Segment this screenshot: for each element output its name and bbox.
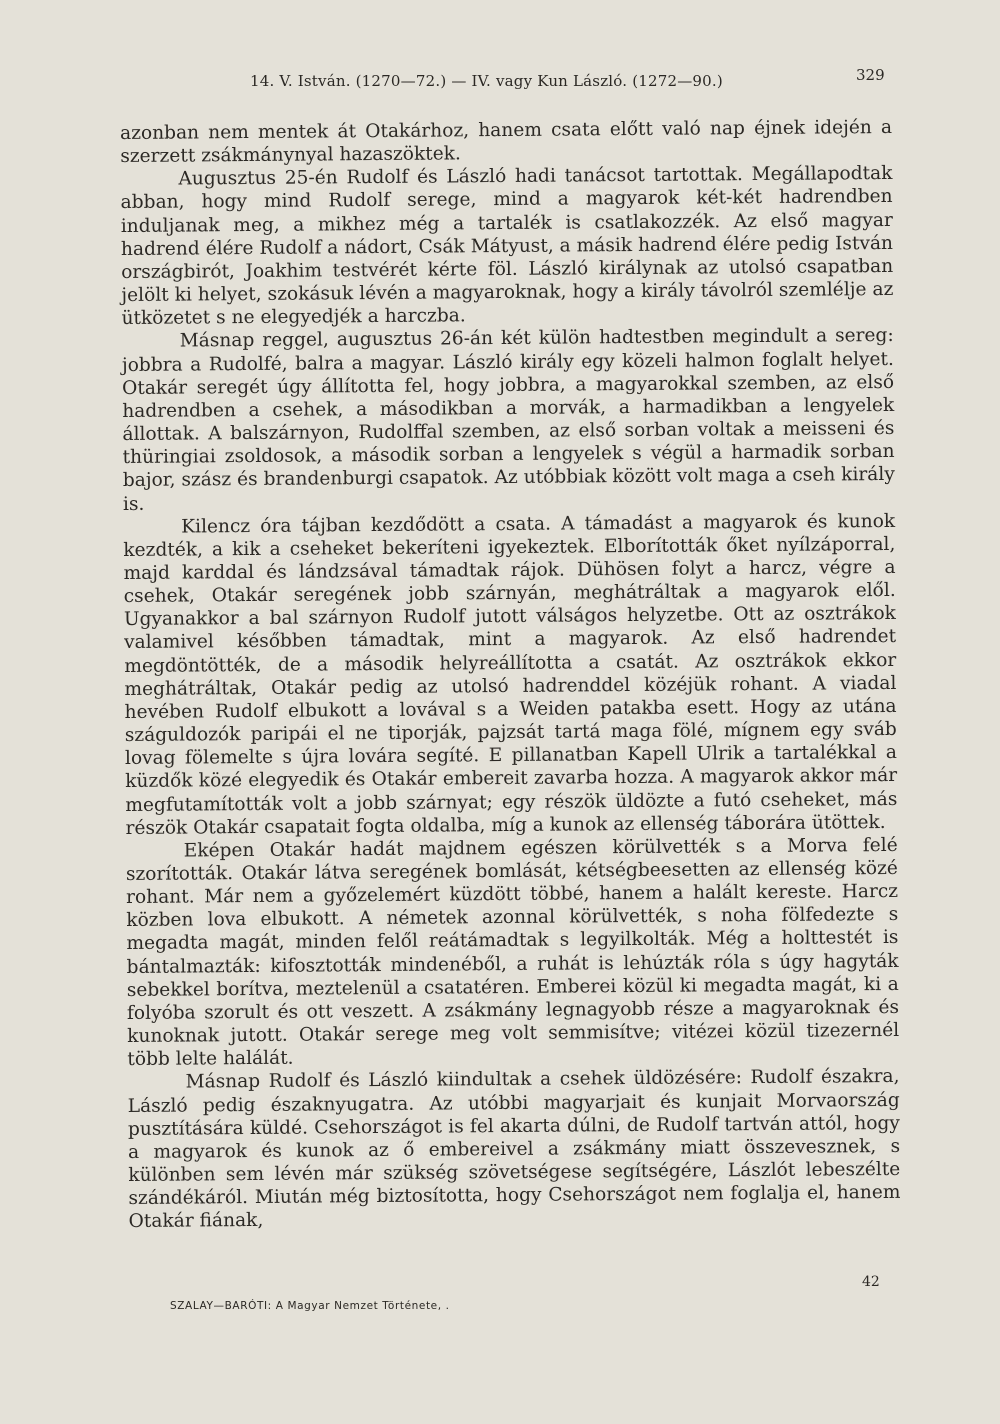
paragraph-war-council: Augusztus 25-én Rudolf és László hadi tanácsot tartottak. Megállapodtak abban, hogy mind Rudolf serege, mind a magyarok két-két hadrendben induljanak meg, a mikhez még a tartalék is csatlakozzék. Az első magyar hadrend élére Rudolf a nádort, Csák Mátyust, a másik hadrend élére pedig István országbirót, Joakhim testvérét kérte föl. László királynak az utolsó csapatban jelölt ki helyet, szokásuk lévén a magyaroknak, hogy a király távolról szemlélje az ütközetet s ne elegyedjék a harczba.: [120, 163, 894, 330]
paragraph-battle: Kilencz óra tájban kezdődött a csata. A támadást a magyarok és kunok kezdték, a kik a cseheket bekeríteni igyekeztek. Elborították őket nyílzáporral, majd karddal és lándzsával támadtak rájok. Dühösen folyt a harcz, végre a csehek, Otakár seregének jobb szárnyán, meghátráltak a magyarok elől. Ugyanakkor a bal szárnyon Rudolf jutott válságos helyzetbe. Ott az osztrákok valamivel későbben támadtak, mint a magyarok. Az első hadrendet megdöntötték, de a második helyreállította a csatát. Az osztrákok ekkor meghátráltak, Otakár pedig az utolsó hadrenddel közéjük rohant. A viadal hevében Rudolf elbukott a lovával s a Weiden patakba esett. Hogy az utána száguldozók paripái el ne tiporják, pajzsát tartá maga fölé, mígnem egy sváb lovag fölemelte s újra lovára segíté. E pillanatban Kapell Ulrik a tartalékkal a küzdők közé elegyedik és Otakár embereit zavarba hozza. A magyarok akkor már megfutamították volt a jobb szárnyat; egy részök üldözte a futó cseheket, más részök Otakár csapatait fogta oldalba, míg a kunok az ellenség táborára ütöttek.: [123, 510, 898, 839]
page-number: 329: [856, 66, 885, 84]
paragraph-battle-order: Másnap reggel, augusztus 26-án két külön hadtestben megindult a sereg: jobbra a Rudolfé, balra a magyar. László király egy közeli halmon foglalt helyet. Otakár seregét úgy állította fel, hogy jobbra, a magyarokkal szemben, az első hadrendben a csehek, a másodikban a morvák, a harmadikban a lengyelek állottak. A balszárnyon, Rudolffal szemben, az első sorban voltak a meisseni és thüringiai zsoldosok, a második sorban a lengyelek s végül a harmadik sorban bajor, szász és brandenburgi csapatok. Az utóbbiak között volt maga a cseh király is.: [121, 325, 895, 515]
body-text: [120, 116, 901, 1234]
footer-imprint: SZALAY—BARÓTI: A Magyar Nemzet Története, .: [170, 1300, 450, 1312]
paragraph-pursuit: Másnap Rudolf és László kiindultak a csehek üldözésére: Rudolf északra, László pedig északnyugatra. Az utóbbi magyarjait és kunjait Morvaország pusztítására küldé. Csehországot is fel akarta dúlni, de Rudolf tartván attól, hogy a magyarok és kunok az ő embereivel a zsákmány miatt összevesznek, s különben sem lévén már szükség szövetségese segítségére, Lászlót lebeszélte szándékáról. Miután még biztosította, hogy Csehországot nem foglalja el, hanem Otakár fiának,: [127, 1066, 901, 1233]
paragraph-otakar-death: Eképen Otakár hadát majdnem egészen körülvették s a Morva felé szorították. Otakár látva seregének bomlását, kétségbeesetten az ellenség közé rohant. Már nem a győzelemért küzdött többé, hanem a halált kereste. Harcz közben lova elbukott. A németek azonnal körülvették, s noha fölfedezte s megadta magát, minden felől reátámadtak s legyilkolták. Még a holttestét is bántalmazták: kifosztották mindenéből, a ruhát is lehúzták róla s úgy hagyták sebekkel borítva, meztelenül a csatatéren. Emberei közül ki megadta magát, ki a folyóba szorult és ott veszett. A zsákmány legnagyobb része a magyaroknak és kunoknak jutott. Otakár serege meg volt semmisítve; vitézei közül tizezernél több lelte halálát.: [125, 834, 900, 1071]
paragraph-continuation: azonban nem mentek át Otakárhoz, hanem csata előtt való nap éjnek idején a szerzett zsákmánynyal hazaszöktek.: [120, 116, 893, 168]
signature-number: 42: [862, 1274, 880, 1290]
running-head: 14. V. István. (1270—72.) — IV. vagy Kun László. (1272—90.): [250, 72, 723, 90]
